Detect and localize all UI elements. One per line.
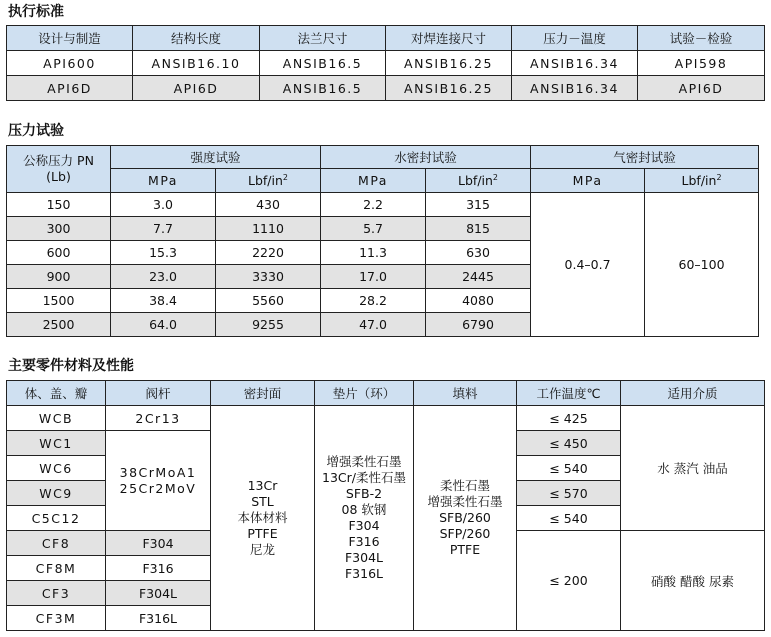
pressure-cell: 430	[216, 193, 321, 217]
body-material-cell: WC9	[7, 481, 106, 506]
standards-cell: API600	[7, 51, 133, 76]
standards-header-length: 结构长度	[133, 26, 260, 51]
standards-cell: API6D	[638, 76, 765, 101]
standards-section-title: 执行标准	[8, 4, 64, 20]
media-cell-1: 水 蒸汽 油品	[621, 406, 765, 531]
pressure-cell: 315	[426, 193, 531, 217]
table-row	[7, 76, 765, 101]
body-material-cell: CF3	[7, 581, 106, 606]
gas-lbf-value: 60–100	[645, 193, 759, 337]
stem-alloy-line: 38CrMoA1	[119, 464, 197, 480]
standards-header-design: 设计与制造	[7, 26, 133, 51]
gasket-line: F316L	[344, 566, 383, 581]
pressure-cell: 7.7	[111, 217, 216, 241]
packing-line: PTFE	[449, 542, 481, 557]
materials-header-packing: 填料	[414, 381, 517, 406]
standards-cell: API6D	[7, 76, 133, 101]
standards-header-pt: 压力－温度	[512, 26, 638, 51]
stem-material-cell: 2Cr13	[106, 406, 211, 431]
materials-header-media: 适用介质	[621, 381, 765, 406]
body-material-cell: WC6	[7, 456, 106, 481]
temp-cell: ≤ 570	[517, 481, 621, 506]
pressure-cell: 300	[7, 217, 111, 241]
standards-cell: ANSIB16.25	[386, 76, 512, 101]
pressure-header-nominal	[7, 146, 111, 193]
gasket-line: 13Cr/柔性石墨	[322, 470, 406, 485]
seal-line: PTFE	[247, 526, 278, 541]
stem-material-cell: F316L	[106, 606, 211, 631]
pressure-table	[6, 145, 759, 337]
standards-cell: ANSIB16.25	[386, 51, 512, 76]
materials-header-gasket: 垫片（环）	[315, 381, 414, 406]
seal-line: 尼龙	[249, 542, 275, 557]
pressure-header-nominal-line2: (Lb)	[46, 169, 71, 184]
pressure-header-nominal-line1: 公称压力 PN	[23, 153, 94, 168]
unit-sup: 2	[282, 172, 288, 182]
unit-lbf	[645, 169, 759, 193]
packing-line: 柔性石墨	[439, 478, 490, 493]
gasket-line: 08 软钢	[341, 502, 387, 517]
standards-cell: ANSIB16.34	[512, 51, 638, 76]
unit-mpa: MPa	[111, 169, 216, 193]
media-cell-2: 硝酸 醋酸 尿素	[621, 531, 765, 631]
pressure-cell: 3.0	[111, 193, 216, 217]
materials-table	[6, 380, 765, 631]
pressure-cell: 15.3	[111, 241, 216, 265]
standards-header-flange: 法兰尺寸	[260, 26, 386, 51]
body-material-cell: CF3M	[7, 606, 106, 631]
body-material-cell: C5C12	[7, 506, 106, 531]
materials-header-temp: 工作温度℃	[517, 381, 621, 406]
gasket-line: F304	[348, 518, 380, 533]
pressure-cell: 64.0	[111, 313, 216, 337]
pressure-section-title: 压力试验	[8, 123, 64, 139]
pressure-header-strength: 强度试验	[111, 146, 321, 169]
materials-header-body: 体、盖、瓣	[7, 381, 106, 406]
table-row	[7, 193, 759, 217]
packing-line: 增强柔性石墨	[427, 494, 503, 509]
temp-cell: ≤ 425	[517, 406, 621, 431]
pressure-cell: 630	[426, 241, 531, 265]
pressure-cell: 17.0	[321, 265, 426, 289]
gasket-line: F304L	[344, 550, 383, 565]
materials-section-title: 主要零件材料及性能	[8, 358, 134, 374]
pressure-cell: 2220	[216, 241, 321, 265]
body-material-cell: CF8	[7, 531, 106, 556]
gasket-line: F316	[348, 534, 380, 549]
pressure-header-gas: 气密封试验	[531, 146, 759, 169]
materials-header-seal: 密封面	[211, 381, 315, 406]
pressure-cell: 47.0	[321, 313, 426, 337]
stem-alloy-cell	[106, 431, 211, 531]
pressure-cell: 11.3	[321, 241, 426, 265]
standards-cell: ANSIB16.5	[260, 76, 386, 101]
gasket-material-cell	[315, 406, 414, 631]
table-row	[7, 406, 765, 431]
seal-line: STL	[251, 494, 274, 509]
body-material-cell: WC1	[7, 431, 106, 456]
standards-header-row	[7, 26, 765, 51]
temp-cell: ≤ 450	[517, 431, 621, 456]
temp-cell: ≤ 540	[517, 456, 621, 481]
pressure-cell: 38.4	[111, 289, 216, 313]
stem-material-cell: F304L	[106, 581, 211, 606]
seal-material-cell	[211, 406, 315, 631]
pressure-cell: 5560	[216, 289, 321, 313]
standards-header-weld: 对焊连接尺寸	[386, 26, 512, 51]
pressure-cell: 4080	[426, 289, 531, 313]
packing-material-cell	[414, 406, 517, 631]
unit-lbf	[216, 169, 321, 193]
stem-material-cell: F316	[106, 556, 211, 581]
temp-cell: ≤ 540	[517, 506, 621, 531]
pressure-cell: 3330	[216, 265, 321, 289]
stem-alloy-line: 25Cr2MoV	[119, 480, 197, 496]
gasket-line: SFB-2	[345, 486, 383, 501]
pressure-cell: 23.0	[111, 265, 216, 289]
materials-header-stem: 阀杆	[106, 381, 211, 406]
pressure-cell: 150	[7, 193, 111, 217]
unit-mpa: MPa	[321, 169, 426, 193]
pressure-cell: 1110	[216, 217, 321, 241]
pressure-cell: 2500	[7, 313, 111, 337]
unit-lbf	[426, 169, 531, 193]
standards-cell: API6D	[133, 76, 260, 101]
unit-sup: 2	[492, 172, 499, 182]
standards-cell: ANSIB16.10	[133, 51, 260, 76]
pressure-cell: 1500	[7, 289, 111, 313]
body-material-cell: CF8M	[7, 556, 106, 581]
pressure-cell: 2445	[426, 265, 531, 289]
pressure-cell: 28.2	[321, 289, 426, 313]
unit-lbf-text: Lbf/in	[681, 173, 717, 189]
materials-header-row	[7, 381, 765, 406]
pressure-cell: 900	[7, 265, 111, 289]
gas-mpa-value: 0.4–0.7	[531, 193, 645, 337]
pressure-cell: 815	[426, 217, 531, 241]
unit-lbf-text: Lbf/in	[458, 173, 493, 189]
table-row	[7, 51, 765, 76]
packing-line: SFP/260	[439, 526, 491, 541]
standards-cell: API598	[638, 51, 765, 76]
pressure-header-water: 水密封试验	[321, 146, 531, 169]
temp-cell: ≤ 200	[517, 531, 621, 631]
standards-table	[6, 25, 765, 101]
packing-line: SFB/260	[439, 510, 491, 525]
standards-cell: ANSIB16.34	[512, 76, 638, 101]
pressure-cell: 5.7	[321, 217, 426, 241]
gasket-line: 增强柔性石墨	[326, 454, 402, 469]
pressure-cell: 600	[7, 241, 111, 265]
unit-mpa: MPa	[531, 169, 645, 193]
pressure-cell: 6790	[426, 313, 531, 337]
stem-material-cell: F304	[106, 531, 211, 556]
pressure-cell: 2.2	[321, 193, 426, 217]
pressure-cell: 9255	[216, 313, 321, 337]
standards-header-test: 试验－检验	[638, 26, 765, 51]
body-material-cell: WCB	[7, 406, 106, 431]
seal-line: 本体材料	[237, 510, 288, 525]
seal-line: 13Cr	[247, 478, 278, 493]
standards-cell: ANSIB16.5	[260, 51, 386, 76]
unit-lbf-text: Lbf/in	[248, 173, 283, 189]
unit-sup: 2	[716, 172, 722, 182]
